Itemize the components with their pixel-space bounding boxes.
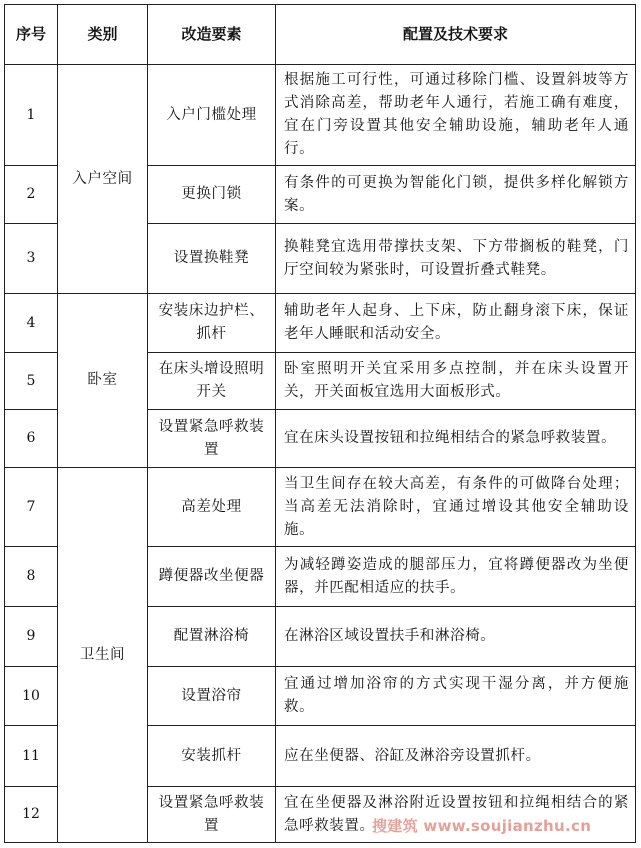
row-element: 设置紧急呼救装置	[148, 410, 276, 468]
row-element: 入户门槛处理	[148, 65, 276, 166]
row-requirement: 卧室照明开关宜采用多点控制，并在床头设置开关，开关面板宜选用大面板形式。	[276, 353, 636, 410]
row-requirement: 宜通过增加浴帘的方式实现干湿分离，并方便施救。	[276, 667, 636, 726]
table-row	[5, 65, 636, 166]
row-element: 在床头增设照明开关	[148, 353, 276, 410]
category-bathroom: 卫生间	[58, 468, 148, 843]
row-element: 安装抓杆	[148, 726, 276, 787]
row-requirement: 当卫生间存在较大高差，有条件的可做降台处理；当高差无法消除时，宜通过增设其他安全辅助设施。	[276, 468, 636, 547]
row-requirement: 换鞋凳宜选用带撑扶支架、下方带搁板的鞋凳，门厅空间较为紧张时，可设置折叠式鞋凳。	[276, 224, 636, 294]
row-requirement: 宜在坐便器及淋浴附近设置按钮和拉绳相结合的紧急呼救装置。	[276, 787, 636, 843]
table-header-row	[5, 5, 636, 65]
row-no: 2	[5, 166, 58, 224]
header-category: 类别	[58, 5, 148, 65]
watermark: 搜建筑 www.soujianzhu.cn	[372, 817, 592, 835]
header-requirement: 配置及技术要求	[276, 5, 636, 65]
row-requirement: 辅助老年人起身、上下床，防止翻身滚下床，保证老年人睡眠和活动安全。	[276, 294, 636, 353]
row-element: 安装床边护栏、抓杆	[148, 294, 276, 353]
header-element: 改造要素	[148, 5, 276, 65]
row-no: 12	[5, 787, 58, 843]
row-no: 4	[5, 294, 58, 353]
row-no: 7	[5, 468, 58, 547]
row-requirement: 有条件的可更换为智能化门锁，提供多样化解锁方案。	[276, 166, 636, 224]
row-no: 6	[5, 410, 58, 468]
row-element: 设置换鞋凳	[148, 224, 276, 294]
table-row	[5, 294, 636, 353]
renovation-spec-table	[4, 4, 636, 843]
row-no: 11	[5, 726, 58, 787]
row-element: 蹲便器改坐便器	[148, 547, 276, 607]
row-requirement: 在淋浴区域设置扶手和淋浴椅。	[276, 607, 636, 667]
row-element: 设置紧急呼救装置	[148, 787, 276, 843]
row-element: 配置淋浴椅	[148, 607, 276, 667]
row-requirement: 应在坐便器、浴缸及淋浴旁设置抓杆。	[276, 726, 636, 787]
row-no: 1	[5, 65, 58, 166]
row-no: 9	[5, 607, 58, 667]
row-requirement: 为减轻蹲姿造成的腿部压力，宜将蹲便器改为坐便器，并匹配相适应的扶手。	[276, 547, 636, 607]
row-element: 设置浴帘	[148, 667, 276, 726]
category-entrance: 入户空间	[58, 65, 148, 294]
row-element: 高差处理	[148, 468, 276, 547]
row-no: 3	[5, 224, 58, 294]
table-row	[5, 468, 636, 547]
row-no: 8	[5, 547, 58, 607]
row-no: 5	[5, 353, 58, 410]
row-requirement: 根据施工可行性，可通过移除门槛、设置斜坡等方式消除高差，帮助老年人通行，若施工确有难度，宜在门旁设置其他安全辅助设施，辅助老年人通行。	[276, 65, 636, 166]
row-element: 更换门锁	[148, 166, 276, 224]
header-no: 序号	[5, 5, 58, 65]
row-requirement: 宜在床头设置按钮和拉绳相结合的紧急呼救装置。	[276, 410, 636, 468]
row-no: 10	[5, 667, 58, 726]
category-bedroom: 卧室	[58, 294, 148, 468]
